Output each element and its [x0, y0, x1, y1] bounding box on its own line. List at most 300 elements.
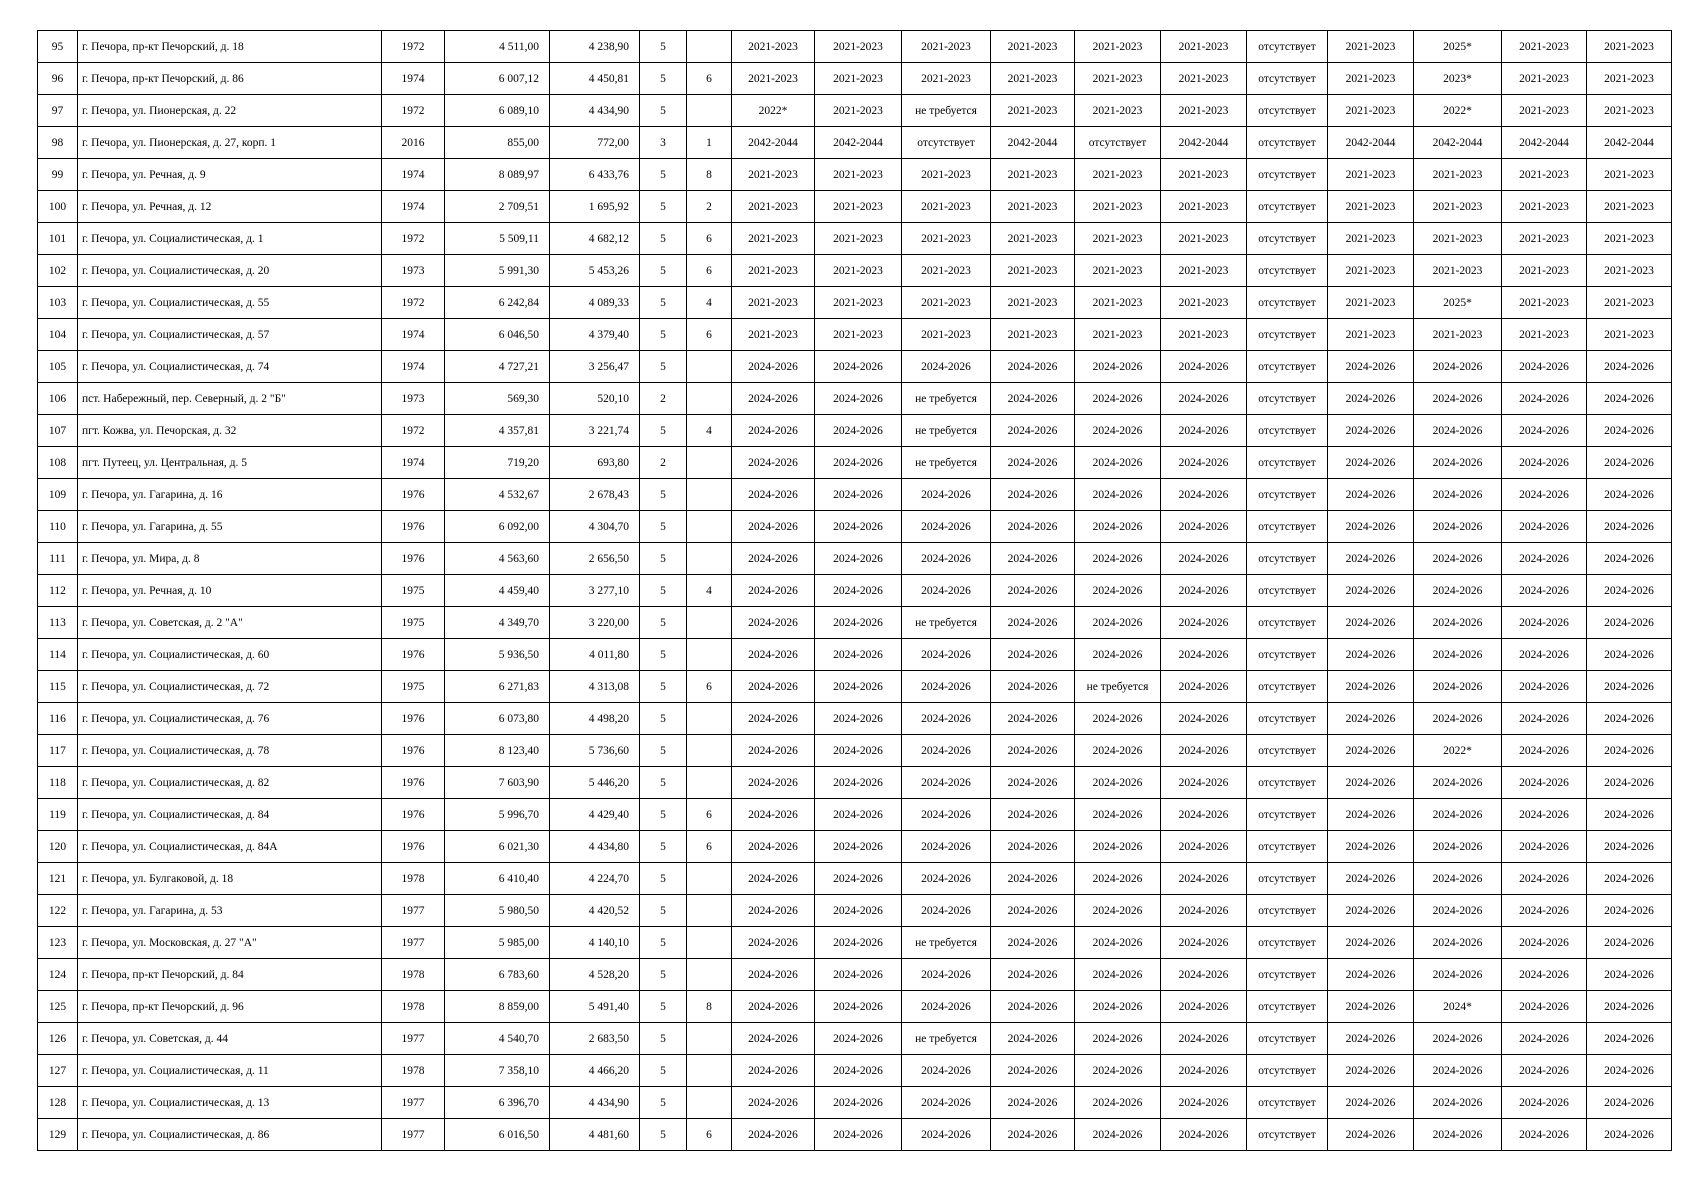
cell-period-2: 2042-2044 [815, 127, 902, 159]
table-row [38, 351, 1672, 383]
cell-period-10: 2024-2026 [1502, 959, 1587, 991]
table-row [38, 639, 1672, 671]
cell-period-9: 2024-2026 [1414, 767, 1502, 799]
cell-period-7: отсутствует [1247, 127, 1328, 159]
cell-period-8: 2024-2026 [1328, 703, 1414, 735]
cell-period-10: 2024-2026 [1502, 415, 1587, 447]
cell-living-area: 2 683,50 [550, 1023, 640, 1055]
cell-period-3: 2021-2023 [902, 255, 991, 287]
cell-period-7: отсутствует [1247, 1055, 1328, 1087]
cell-period-10: 2021-2023 [1502, 191, 1587, 223]
cell-period-7: отсутствует [1247, 671, 1328, 703]
cell-period-6: 2024-2026 [1161, 511, 1247, 543]
cell-period-9: 2024-2026 [1414, 1087, 1502, 1119]
cell-period-8: 2024-2026 [1328, 735, 1414, 767]
cell-living-area: 4 466,20 [550, 1055, 640, 1087]
cell-period-2: 2024-2026 [815, 927, 902, 959]
cell-row-number: 116 [38, 703, 78, 735]
cell-period-11: 2024-2026 [1587, 831, 1672, 863]
cell-period-5: 2024-2026 [1075, 1119, 1161, 1151]
cell-period-7: отсутствует [1247, 703, 1328, 735]
cell-address: г. Печора, пр-кт Печорский, д. 18 [78, 31, 382, 63]
cell-period-2: 2024-2026 [815, 991, 902, 1023]
cell-address: г. Печора, ул. Речная, д. 9 [78, 159, 382, 191]
cell-period-3: 2024-2026 [902, 511, 991, 543]
cell-period-10: 2024-2026 [1502, 863, 1587, 895]
cell-period-7: отсутствует [1247, 959, 1328, 991]
cell-period-2: 2021-2023 [815, 319, 902, 351]
cell-period-7: отсутствует [1247, 1023, 1328, 1055]
cell-period-1: 2024-2026 [732, 415, 815, 447]
cell-entrances [687, 703, 732, 735]
cell-floors: 5 [640, 575, 687, 607]
cell-entrances: 4 [687, 287, 732, 319]
cell-period-10: 2024-2026 [1502, 511, 1587, 543]
cell-period-7: отсутствует [1247, 1119, 1328, 1151]
cell-period-5: 2024-2026 [1075, 959, 1161, 991]
cell-build-year: 2016 [382, 127, 445, 159]
table-row [38, 991, 1672, 1023]
cell-period-3: 2024-2026 [902, 767, 991, 799]
cell-period-8: 2021-2023 [1328, 223, 1414, 255]
cell-period-11: 2021-2023 [1587, 159, 1672, 191]
cell-period-10: 2024-2026 [1502, 799, 1587, 831]
cell-floors: 5 [640, 351, 687, 383]
cell-period-11: 2024-2026 [1587, 1055, 1672, 1087]
cell-period-5: 2024-2026 [1075, 735, 1161, 767]
table-row [38, 159, 1672, 191]
cell-address: г. Печора, ул. Социалистическая, д. 82 [78, 767, 382, 799]
cell-floors: 5 [640, 1023, 687, 1055]
cell-period-9: 2024-2026 [1414, 607, 1502, 639]
cell-period-9: 2024-2026 [1414, 959, 1502, 991]
cell-period-11: 2024-2026 [1587, 447, 1672, 479]
cell-period-7: отсутствует [1247, 991, 1328, 1023]
cell-period-5: 2021-2023 [1075, 191, 1161, 223]
cell-period-11: 2021-2023 [1587, 95, 1672, 127]
cell-period-7: отсутствует [1247, 191, 1328, 223]
cell-period-6: 2024-2026 [1161, 1023, 1247, 1055]
cell-living-area: 3 221,74 [550, 415, 640, 447]
cell-period-1: 2021-2023 [732, 191, 815, 223]
cell-period-8: 2024-2026 [1328, 671, 1414, 703]
cell-row-number: 108 [38, 447, 78, 479]
cell-period-10: 2024-2026 [1502, 991, 1587, 1023]
cell-period-3: не требуется [902, 415, 991, 447]
cell-period-1: 2024-2026 [732, 511, 815, 543]
cell-living-area: 6 433,76 [550, 159, 640, 191]
cell-period-6: 2042-2044 [1161, 127, 1247, 159]
cell-period-4: 2024-2026 [991, 799, 1075, 831]
cell-build-year: 1976 [382, 543, 445, 575]
cell-period-9: 2025* [1414, 31, 1502, 63]
cell-floors: 5 [640, 991, 687, 1023]
cell-period-6: 2021-2023 [1161, 319, 1247, 351]
cell-period-5: 2021-2023 [1075, 319, 1161, 351]
cell-period-7: отсутствует [1247, 415, 1328, 447]
cell-entrances [687, 607, 732, 639]
cell-entrances: 1 [687, 127, 732, 159]
cell-period-6: 2024-2026 [1161, 383, 1247, 415]
cell-period-3: 2024-2026 [902, 799, 991, 831]
cell-period-6: 2021-2023 [1161, 95, 1247, 127]
cell-period-8: 2024-2026 [1328, 511, 1414, 543]
cell-period-2: 2024-2026 [815, 767, 902, 799]
cell-address: г. Печора, ул. Пионерская, д. 22 [78, 95, 382, 127]
cell-build-year: 1973 [382, 255, 445, 287]
cell-total-area: 6 089,10 [445, 95, 550, 127]
cell-address: г. Печора, ул. Гагарина, д. 16 [78, 479, 382, 511]
cell-period-6: 2021-2023 [1161, 63, 1247, 95]
cell-period-5: 2024-2026 [1075, 607, 1161, 639]
cell-period-10: 2024-2026 [1502, 1055, 1587, 1087]
cell-build-year: 1975 [382, 607, 445, 639]
cell-entrances [687, 895, 732, 927]
cell-period-6: 2024-2026 [1161, 479, 1247, 511]
cell-period-2: 2024-2026 [815, 511, 902, 543]
cell-total-area: 8 123,40 [445, 735, 550, 767]
cell-period-11: 2024-2026 [1587, 671, 1672, 703]
cell-period-2: 2021-2023 [815, 287, 902, 319]
cell-entrances [687, 735, 732, 767]
cell-period-6: 2024-2026 [1161, 991, 1247, 1023]
cell-period-9: 2024-2026 [1414, 671, 1502, 703]
cell-period-3: 2024-2026 [902, 575, 991, 607]
cell-period-3: 2024-2026 [902, 479, 991, 511]
cell-period-7: отсутствует [1247, 63, 1328, 95]
cell-row-number: 115 [38, 671, 78, 703]
cell-period-1: 2024-2026 [732, 1119, 815, 1151]
cell-build-year: 1978 [382, 959, 445, 991]
cell-living-area: 4 313,08 [550, 671, 640, 703]
cell-total-area: 4 357,81 [445, 415, 550, 447]
cell-address: пгт. Путеец, ул. Центральная, д. 5 [78, 447, 382, 479]
table-row [38, 863, 1672, 895]
cell-entrances: 4 [687, 415, 732, 447]
cell-period-7: отсутствует [1247, 831, 1328, 863]
cell-period-10: 2024-2026 [1502, 543, 1587, 575]
cell-build-year: 1977 [382, 1119, 445, 1151]
cell-period-7: отсутствует [1247, 479, 1328, 511]
cell-period-10: 2024-2026 [1502, 639, 1587, 671]
cell-period-10: 2021-2023 [1502, 223, 1587, 255]
cell-build-year: 1974 [382, 63, 445, 95]
cell-floors: 5 [640, 895, 687, 927]
cell-row-number: 109 [38, 479, 78, 511]
cell-total-area: 6 242,84 [445, 287, 550, 319]
cell-period-10: 2024-2026 [1502, 575, 1587, 607]
cell-period-6: 2024-2026 [1161, 799, 1247, 831]
cell-entrances: 6 [687, 223, 732, 255]
cell-floors: 5 [640, 735, 687, 767]
table-row [38, 1023, 1672, 1055]
cell-period-5: отсутствует [1075, 127, 1161, 159]
cell-build-year: 1972 [382, 223, 445, 255]
cell-period-1: 2024-2026 [732, 479, 815, 511]
cell-total-area: 4 540,70 [445, 1023, 550, 1055]
cell-address: г. Печора, пр-кт Печорский, д. 84 [78, 959, 382, 991]
cell-period-2: 2021-2023 [815, 95, 902, 127]
cell-row-number: 127 [38, 1055, 78, 1087]
cell-build-year: 1974 [382, 447, 445, 479]
cell-period-6: 2024-2026 [1161, 543, 1247, 575]
cell-living-area: 2 656,50 [550, 543, 640, 575]
cell-period-3: не требуется [902, 95, 991, 127]
cell-build-year: 1976 [382, 767, 445, 799]
table-row [38, 671, 1672, 703]
cell-row-number: 101 [38, 223, 78, 255]
cell-living-area: 3 277,10 [550, 575, 640, 607]
cell-row-number: 129 [38, 1119, 78, 1151]
housing-repair-schedule-table [37, 30, 1672, 1151]
cell-row-number: 107 [38, 415, 78, 447]
cell-period-11: 2024-2026 [1587, 575, 1672, 607]
cell-build-year: 1978 [382, 991, 445, 1023]
cell-row-number: 119 [38, 799, 78, 831]
cell-floors: 5 [640, 415, 687, 447]
cell-period-8: 2021-2023 [1328, 31, 1414, 63]
cell-floors: 2 [640, 383, 687, 415]
cell-living-area: 4 420,52 [550, 895, 640, 927]
cell-period-6: 2024-2026 [1161, 575, 1247, 607]
cell-period-5: 2024-2026 [1075, 863, 1161, 895]
cell-period-10: 2024-2026 [1502, 607, 1587, 639]
cell-period-10: 2024-2026 [1502, 1023, 1587, 1055]
cell-living-area: 5 736,60 [550, 735, 640, 767]
cell-period-5: 2024-2026 [1075, 575, 1161, 607]
cell-period-8: 2024-2026 [1328, 639, 1414, 671]
cell-floors: 5 [640, 95, 687, 127]
cell-period-8: 2021-2023 [1328, 287, 1414, 319]
cell-total-area: 4 727,21 [445, 351, 550, 383]
cell-living-area: 1 695,92 [550, 191, 640, 223]
cell-period-10: 2021-2023 [1502, 159, 1587, 191]
cell-period-11: 2024-2026 [1587, 479, 1672, 511]
cell-period-10: 2024-2026 [1502, 1119, 1587, 1151]
cell-period-10: 2021-2023 [1502, 287, 1587, 319]
cell-total-area: 5 936,50 [445, 639, 550, 671]
cell-period-8: 2024-2026 [1328, 767, 1414, 799]
cell-period-11: 2024-2026 [1587, 511, 1672, 543]
cell-period-2: 2021-2023 [815, 31, 902, 63]
cell-entrances [687, 767, 732, 799]
cell-period-6: 2021-2023 [1161, 191, 1247, 223]
cell-period-10: 2024-2026 [1502, 767, 1587, 799]
cell-period-6: 2024-2026 [1161, 735, 1247, 767]
cell-period-4: 2024-2026 [991, 1119, 1075, 1151]
cell-period-9: 2024-2026 [1414, 479, 1502, 511]
cell-row-number: 124 [38, 959, 78, 991]
cell-floors: 5 [640, 1055, 687, 1087]
cell-total-area: 6 271,83 [445, 671, 550, 703]
cell-row-number: 110 [38, 511, 78, 543]
cell-period-8: 2024-2026 [1328, 543, 1414, 575]
cell-period-10: 2024-2026 [1502, 351, 1587, 383]
cell-address: г. Печора, ул. Социалистическая, д. 13 [78, 1087, 382, 1119]
cell-floors: 5 [640, 63, 687, 95]
cell-entrances [687, 95, 732, 127]
cell-period-5: 2024-2026 [1075, 415, 1161, 447]
cell-period-2: 2024-2026 [815, 639, 902, 671]
cell-entrances [687, 927, 732, 959]
cell-period-1: 2024-2026 [732, 543, 815, 575]
cell-living-area: 4 224,70 [550, 863, 640, 895]
table-row [38, 511, 1672, 543]
cell-living-area: 4 011,80 [550, 639, 640, 671]
cell-build-year: 1977 [382, 927, 445, 959]
cell-entrances [687, 447, 732, 479]
cell-period-10: 2024-2026 [1502, 735, 1587, 767]
cell-total-area: 6 016,50 [445, 1119, 550, 1151]
table-row [38, 63, 1672, 95]
cell-period-4: 2024-2026 [991, 383, 1075, 415]
cell-total-area: 6 046,50 [445, 319, 550, 351]
cell-total-area: 4 349,70 [445, 607, 550, 639]
cell-total-area: 7 603,90 [445, 767, 550, 799]
cell-period-5: не требуется [1075, 671, 1161, 703]
cell-living-area: 772,00 [550, 127, 640, 159]
cell-period-8: 2024-2026 [1328, 1087, 1414, 1119]
cell-total-area: 4 532,67 [445, 479, 550, 511]
cell-period-3: 2024-2026 [902, 639, 991, 671]
cell-row-number: 118 [38, 767, 78, 799]
cell-address: г. Печора, ул. Социалистическая, д. 84А [78, 831, 382, 863]
cell-floors: 5 [640, 287, 687, 319]
cell-period-4: 2024-2026 [991, 703, 1075, 735]
cell-entrances: 6 [687, 1119, 732, 1151]
cell-entrances [687, 479, 732, 511]
cell-build-year: 1977 [382, 1087, 445, 1119]
cell-period-7: отсутствует [1247, 159, 1328, 191]
cell-address: г. Печора, ул. Гагарина, д. 55 [78, 511, 382, 543]
cell-period-3: 2024-2026 [902, 1119, 991, 1151]
cell-address: г. Печора, ул. Речная, д. 10 [78, 575, 382, 607]
cell-period-7: отсутствует [1247, 607, 1328, 639]
cell-period-4: 2021-2023 [991, 255, 1075, 287]
cell-living-area: 520,10 [550, 383, 640, 415]
cell-address: г. Печора, ул. Социалистическая, д. 55 [78, 287, 382, 319]
table-row [38, 799, 1672, 831]
cell-total-area: 6 410,40 [445, 863, 550, 895]
cell-period-5: 2024-2026 [1075, 383, 1161, 415]
cell-living-area: 4 379,40 [550, 319, 640, 351]
cell-living-area: 4 434,90 [550, 1087, 640, 1119]
cell-build-year: 1976 [382, 511, 445, 543]
cell-floors: 5 [640, 767, 687, 799]
cell-period-5: 2021-2023 [1075, 223, 1161, 255]
cell-period-6: 2024-2026 [1161, 927, 1247, 959]
table-body [38, 31, 1672, 1151]
cell-period-4: 2024-2026 [991, 447, 1075, 479]
cell-row-number: 117 [38, 735, 78, 767]
cell-period-10: 2021-2023 [1502, 95, 1587, 127]
cell-period-1: 2021-2023 [732, 287, 815, 319]
cell-period-1: 2042-2044 [732, 127, 815, 159]
cell-period-10: 2021-2023 [1502, 255, 1587, 287]
cell-living-area: 4 434,80 [550, 831, 640, 863]
cell-address: г. Печора, ул. Советская, д. 44 [78, 1023, 382, 1055]
cell-period-5: 2024-2026 [1075, 831, 1161, 863]
cell-period-11: 2021-2023 [1587, 223, 1672, 255]
cell-period-9: 2024-2026 [1414, 511, 1502, 543]
cell-address: пст. Набережный, пер. Северный, д. 2 "Б" [78, 383, 382, 415]
cell-period-2: 2024-2026 [815, 1055, 902, 1087]
cell-total-area: 5 996,70 [445, 799, 550, 831]
cell-period-11: 2024-2026 [1587, 703, 1672, 735]
cell-period-2: 2024-2026 [815, 575, 902, 607]
cell-period-7: отсутствует [1247, 319, 1328, 351]
cell-period-7: отсутствует [1247, 1087, 1328, 1119]
cell-floors: 5 [640, 831, 687, 863]
cell-period-1: 2024-2026 [732, 1087, 815, 1119]
cell-period-9: 2021-2023 [1414, 159, 1502, 191]
cell-address: г. Печора, ул. Социалистическая, д. 57 [78, 319, 382, 351]
cell-build-year: 1972 [382, 95, 445, 127]
cell-row-number: 98 [38, 127, 78, 159]
cell-period-11: 2024-2026 [1587, 799, 1672, 831]
cell-total-area: 6 021,30 [445, 831, 550, 863]
cell-period-6: 2024-2026 [1161, 1055, 1247, 1087]
cell-period-11: 2024-2026 [1587, 415, 1672, 447]
cell-period-9: 2021-2023 [1414, 255, 1502, 287]
cell-period-5: 2024-2026 [1075, 543, 1161, 575]
cell-period-3: 2021-2023 [902, 287, 991, 319]
cell-living-area: 4 140,10 [550, 927, 640, 959]
cell-row-number: 96 [38, 63, 78, 95]
cell-period-5: 2024-2026 [1075, 767, 1161, 799]
cell-period-7: отсутствует [1247, 895, 1328, 927]
cell-row-number: 128 [38, 1087, 78, 1119]
cell-build-year: 1977 [382, 895, 445, 927]
cell-period-1: 2024-2026 [732, 639, 815, 671]
table-row [38, 383, 1672, 415]
cell-period-9: 2024-2026 [1414, 575, 1502, 607]
cell-period-2: 2024-2026 [815, 895, 902, 927]
cell-period-5: 2024-2026 [1075, 511, 1161, 543]
cell-period-4: 2024-2026 [991, 767, 1075, 799]
cell-total-area: 6 092,00 [445, 511, 550, 543]
cell-period-4: 2024-2026 [991, 543, 1075, 575]
cell-address: г. Печора, ул. Речная, д. 12 [78, 191, 382, 223]
cell-period-8: 2024-2026 [1328, 479, 1414, 511]
cell-period-11: 2024-2026 [1587, 767, 1672, 799]
cell-period-5: 2024-2026 [1075, 639, 1161, 671]
cell-total-area: 4 511,00 [445, 31, 550, 63]
cell-period-9: 2024-2026 [1414, 543, 1502, 575]
cell-build-year: 1973 [382, 383, 445, 415]
cell-period-3: 2024-2026 [902, 991, 991, 1023]
cell-period-3: 2024-2026 [902, 863, 991, 895]
cell-floors: 5 [640, 543, 687, 575]
cell-floors: 5 [640, 799, 687, 831]
cell-period-9: 2024-2026 [1414, 447, 1502, 479]
cell-period-2: 2024-2026 [815, 479, 902, 511]
table-row [38, 959, 1672, 991]
cell-period-3: 2024-2026 [902, 543, 991, 575]
cell-period-5: 2024-2026 [1075, 1087, 1161, 1119]
cell-period-7: отсутствует [1247, 287, 1328, 319]
cell-floors: 5 [640, 607, 687, 639]
cell-period-2: 2021-2023 [815, 63, 902, 95]
cell-entrances: 6 [687, 319, 732, 351]
cell-period-2: 2024-2026 [815, 799, 902, 831]
cell-row-number: 102 [38, 255, 78, 287]
cell-period-2: 2024-2026 [815, 831, 902, 863]
cell-period-8: 2024-2026 [1328, 607, 1414, 639]
cell-period-3: 2024-2026 [902, 351, 991, 383]
cell-period-4: 2021-2023 [991, 95, 1075, 127]
cell-period-3: 2021-2023 [902, 223, 991, 255]
